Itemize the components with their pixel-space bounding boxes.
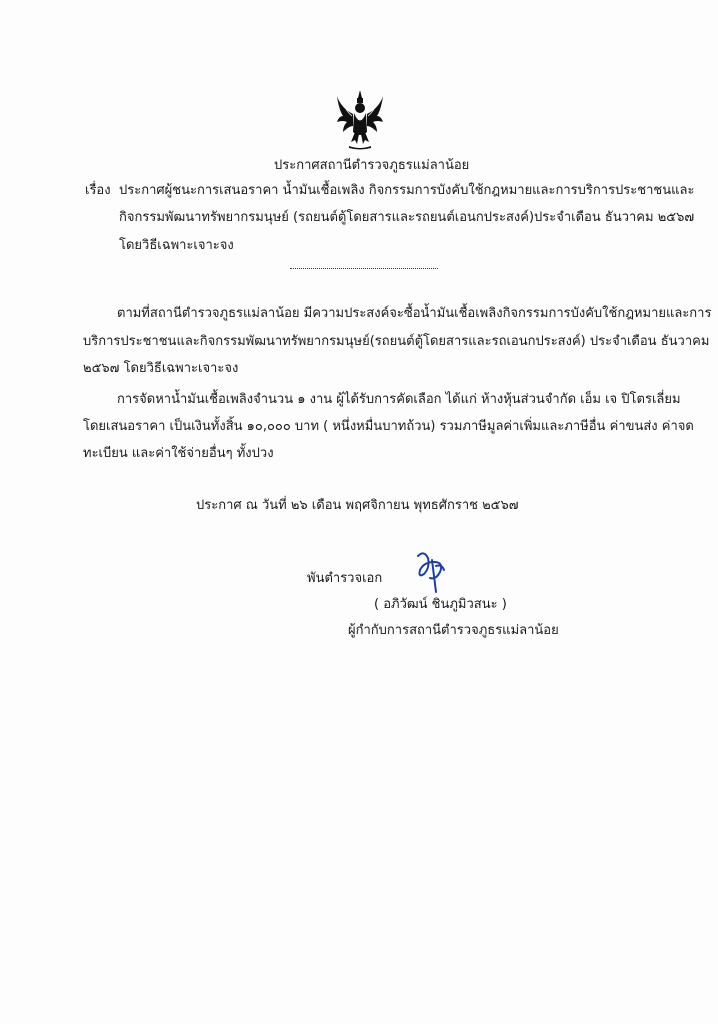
paragraph-1-line-2: บริการประชาชนและกิจกรรมพัฒนาทรัพยากรมนุษย์(รถยนต์ตู้โดยสารและรถเอนกประสงค์) ประจำเดือน ธันวาคม [83, 334, 710, 349]
paragraph-2-line-2: โดยเสนอราคา เป็นเงินทั้งสิ้น ๑๐,๐๐๐ บาท ( หนึ่งหมื่นบาทถ้วน) รวมภาษีมูลค่าเพิ่มและภาษีอื่น ค่าขนส่ง ค่าจด [83, 419, 694, 434]
paragraph-2-line-1: การจัดหาน้ำมันเชื้อเพลิงจำนวน ๑ งาน ผู้ได้รับการคัดเลือก ได้แก่ ห้างหุ้นส่วนจำกัด เอ็ม เจ ปิโตรเลี่ยม [117, 392, 681, 407]
subject-label: เรื่อง [85, 183, 111, 198]
subject-text-line-2: กิจกรรมพัฒนาทรัพยากรมนุษย์ (รถยนต์ตู้โดยสารและรถยนต์เอนกประสงค์)ประจำเดือน ธันวาคม ๒๕๖๗ [119, 210, 695, 225]
paragraph-1-line-3: ๒๕๖๗ โดยวิธีเฉพาะเจาะจง [83, 361, 239, 376]
signatory-position: ผู้กำกับการสถานีตำรวจภูธรแม่ลาน้อย [348, 623, 559, 638]
announcement-date: ประกาศ ณ วันที่ ๒๖ เดือน พฤศจิกายน พุทธศักราช ๒๕๖๗ [196, 498, 519, 513]
paragraph-1-line-1: ตามที่สถานีตำรวจภูธรแม่ลาน้อย มีความประสงค์จะซื้อน้ำมันเชื้อเพลิงกิจกรรมการบังคับใช้กฎหมายและการ [117, 306, 712, 321]
signatory-name: ( อภิวัฒน์ ชินภูมิวสนะ ) [374, 597, 507, 612]
signatory-rank: พันตำรวจเอก [307, 571, 383, 586]
dotted-divider [290, 268, 438, 269]
garuda-emblem-icon [335, 88, 385, 150]
subject-text-line-1: ประกาศผู้ชนะการเสนอราคา น้ำมันเชื้อเพลิง กิจกรรมการบังคับใช้กฎหมายและการบริการประชาชนและ [119, 183, 695, 198]
handwritten-signature [410, 548, 454, 596]
paragraph-2-line-3: ทะเบียน และค่าใช้จ่ายอื่นๆ ทั้งปวง [83, 446, 274, 461]
subject-text-line-3: โดยวิธีเฉพาะเจาะจง [119, 238, 234, 253]
document-title: ประกาศสถานีตำรวจภูธรแม่ลาน้อย [274, 158, 470, 173]
